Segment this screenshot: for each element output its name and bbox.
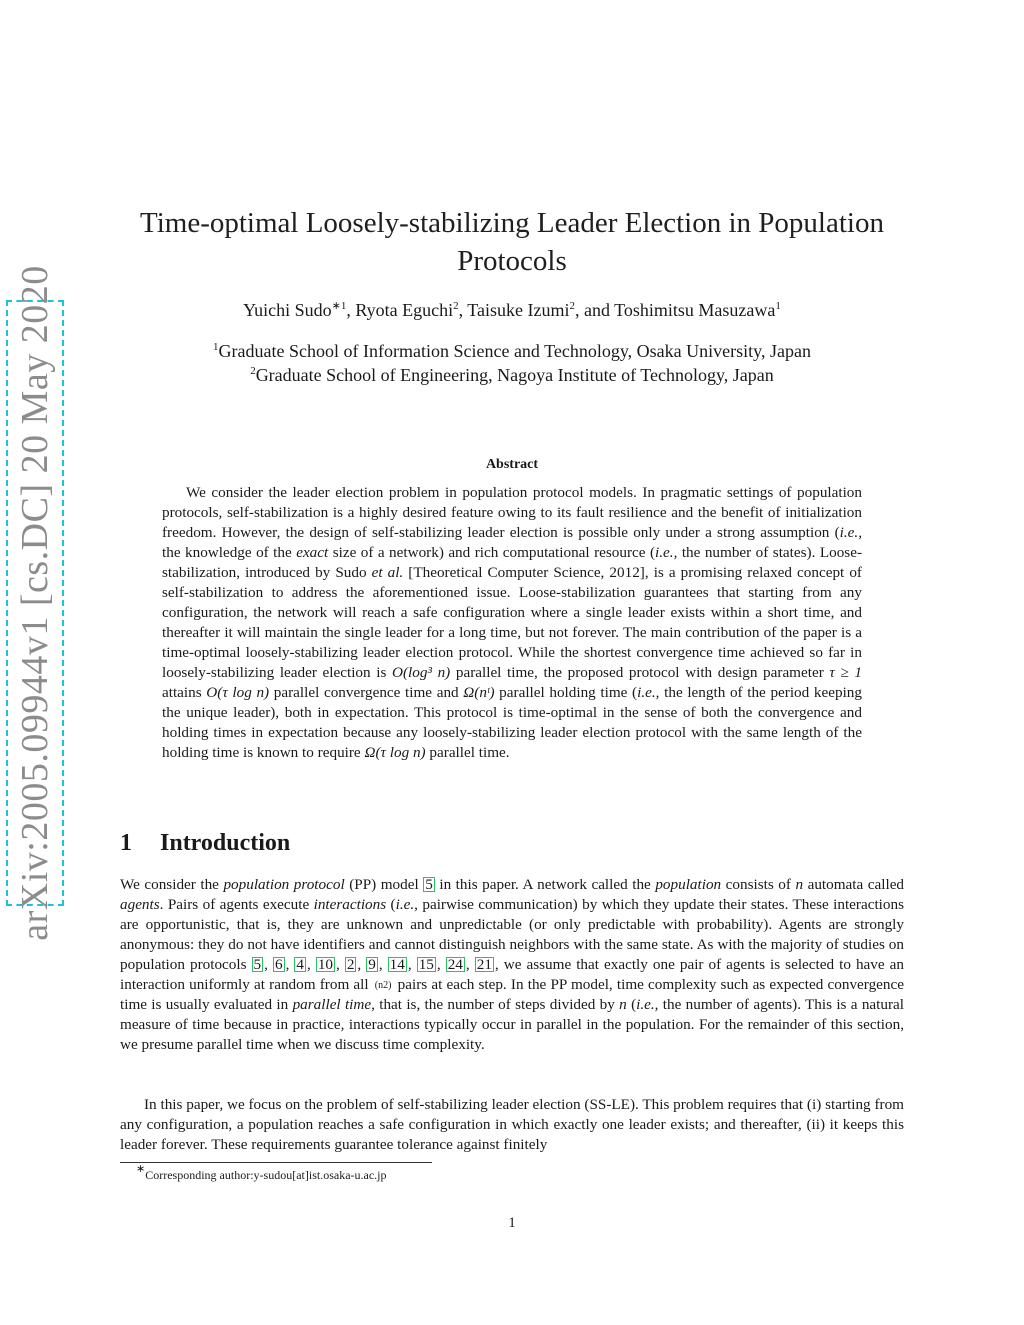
- section-heading: [120, 830, 290, 857]
- author-name: Yuichi Sudo: [243, 300, 332, 320]
- author-separator: ,: [458, 300, 468, 320]
- math-expression: Ω(τ log n): [364, 744, 426, 761]
- author-mark: ∗1: [331, 300, 347, 312]
- title-line-2: Protocols: [457, 245, 567, 277]
- author-list: [120, 297, 904, 323]
- binomial-coefficient: (n2): [374, 979, 392, 991]
- affiliation-mark: 2: [250, 365, 256, 377]
- footnote-rule: [120, 1162, 432, 1163]
- footnote: [136, 1163, 387, 1183]
- author-separator: , and: [575, 300, 615, 320]
- author-separator: ,: [346, 300, 356, 320]
- citation-link[interactable]: 24: [447, 956, 463, 973]
- math-expression: τ ≥ 1: [829, 664, 862, 681]
- footnote-mark: ∗: [136, 1163, 146, 1175]
- citation-link[interactable]: 15: [418, 956, 434, 973]
- citation-link[interactable]: 14: [389, 956, 405, 973]
- math-expression: Ω(nᵗ): [463, 684, 495, 701]
- author-mark: 2: [453, 300, 459, 312]
- citation-link[interactable]: 9: [368, 956, 376, 973]
- citation-link[interactable]: 10: [317, 956, 333, 973]
- citation-link[interactable]: 4: [296, 956, 304, 973]
- arxiv-stamp: [6, 265, 64, 941]
- affiliation-text: Graduate School of Engineering, Nagoya Institute of Technology, Japan: [255, 365, 774, 385]
- section-number: 1: [120, 830, 132, 856]
- citation-link[interactable]: 2: [346, 956, 355, 973]
- math-expression: O(log³ n): [391, 664, 451, 681]
- author-mark: 1: [775, 300, 781, 312]
- citation-link[interactable]: 21: [476, 956, 492, 973]
- affiliation-mark: 1: [213, 341, 219, 353]
- citation-list: 5 , 6 , 4 , 10 , 2 , 9 , 14 , 15 , 24 , 21: [253, 956, 492, 973]
- author-name: Toshimitsu Masuzawa: [614, 300, 776, 320]
- abstract-text: We consider the leader election problem in population protocol models. In pragmatic settings of population protocols, self-stabilization is a highly desired feature owing to its fault resilience and the benefit of initialization freedom. However, the design of self-stabilizing leader election is possible only under a strong assumption (i.e., the knowledge of the exact size of a network) and rich computational resource (i.e., the number of states). Loose-stabilization, introduced by Sudo et al. [Theoretical Computer Science, 2012], is a promising relaxed concept of self-stabilization to address the aforementioned issue. Loose-stabilization guarantees that starting from any configuration, the network will reach a safe configuration where a single leader exists within a short time, and thereafter it will maintain the single leader for a long time, but not forever. The main contribution of the paper is a time-optimal loosely-stabilizing leader election protocol. While the shortest convergence time achieved so far in loosely-stabilizing leader election is O(log³ n) parallel time, the proposed protocol with design parameter τ ≥ 1 attains O(τ log n) parallel convergence time and Ω(nᵗ) parallel holding time (i.e., the length of the period keeping the unique leader), both in expectation. This protocol is time-optimal in the sense of both the convergence and holding times in expectation because any loosely-stabilizing leader election protocol with the same length of the holding time is known to require Ω(τ log n) parallel time.: [162, 484, 862, 761]
- page-number: 1: [508, 1215, 516, 1231]
- math-expression: O(τ log n): [206, 684, 270, 701]
- title-line-1: Time-optimal Loosely-stabilizing Leader Election in Population: [140, 207, 884, 239]
- intro-paragraph-1: We consider the population protocol (PP) model 5 in this paper. A network called the population consists of n automata called agents. Pairs of agents execute interactions (i.e., pairwise communication) by which they update their states. These interactions are opportunistic, that is, they are unknown and unpredictable (or only predictable with probability). Agents are strongly anonymous: they do not have identifiers and cannot distinguish neighbors with the same state. As with the majority of studies on population protocols 5 , 6 , 4 , 10 , 2 , 9 , 14 , 15 , 24 , 21 , we assume that exactly one pair of agents is selected to have an interaction uniformly at random from all (n2) pairs at each step. In the PP model, time complexity such as expected convergence time is usually evaluated in parallel time, that is, the number of steps divided by n (i.e., the number of agents). This is a natural measure of time because in practice, interactions typically occur in parallel in the population. For the remainder of this section, we presume parallel time when we discuss time complexity.: [120, 876, 905, 1053]
- affiliation: [120, 339, 904, 363]
- abstract-heading: Abstract: [485, 457, 539, 472]
- affiliation-text: Graduate School of Information Science and Technology, Osaka University, Japan: [218, 341, 811, 361]
- citation-link[interactable]: 5: [253, 956, 262, 973]
- citation-link[interactable]: 6: [274, 956, 283, 973]
- citation-link[interactable]: 5: [425, 876, 433, 893]
- arxiv-id: arXiv:2005.09944v1 [cs.DC] 20 May 2020: [14, 265, 56, 941]
- section-title: Introduction: [160, 830, 291, 856]
- footnote-text: Corresponding author:y-sudou[at]ist.osaka-u.ac.jp: [145, 1168, 387, 1182]
- paper-title: [120, 204, 904, 280]
- intro-paragraph-2: In this paper, we focus on the problem of self-stabilizing leader election (SS-LE). This problem requires that (i) starting from any configuration, a population reaches a safe configuration in which exactly one leader exists; and thereafter, (ii) it keeps this leader forever. These requirements guarantee tolerance against finitely: [120, 1096, 904, 1153]
- author-name: Ryota Eguchi: [355, 300, 454, 320]
- author-name: Taisuke Izumi: [467, 300, 570, 320]
- affiliation: [120, 363, 904, 387]
- author-mark: 2: [569, 300, 575, 312]
